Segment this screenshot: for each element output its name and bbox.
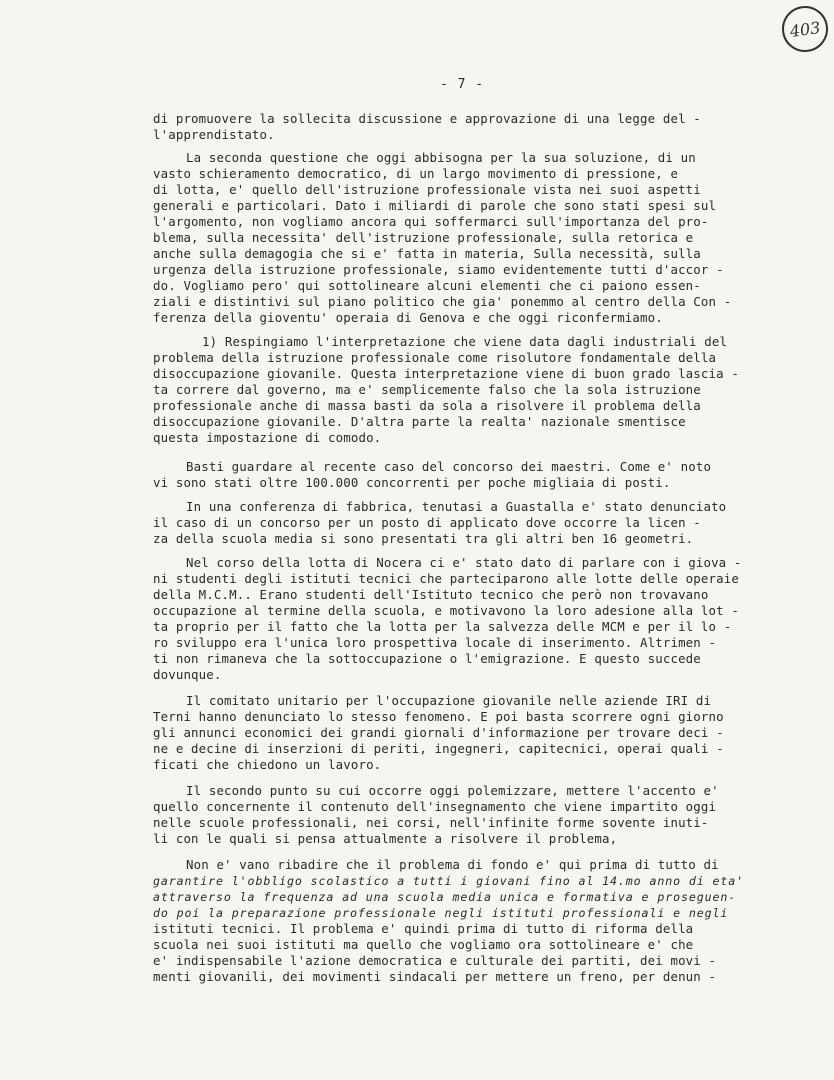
text-line: della M.C.M.. Erano studenti dell'Istituto tecnico che però non trovavano <box>153 587 709 602</box>
text-line: do. Vogliamo pero' qui sottolineare alcuni elementi che ci paiono essen- <box>153 278 701 293</box>
text-line: Basti guardare al recente caso del concorso dei maestri. Come e' noto <box>186 459 712 474</box>
text-line: dovunque. <box>153 667 222 682</box>
text-line: scuola nei suoi istituti ma quello che vogliamo ora sottolineare e' che <box>153 937 694 952</box>
text-line: anche sulla demagogia che si e' fatta in materia, Sulla necessità, sulla <box>153 246 701 261</box>
text-line: ta correre dal governo, ma e' semplicemente falso che la sola istruzione <box>153 382 701 397</box>
text-line: ta proprio per il fatto che la lotta per la salvezza delle MCM e per il lo - <box>153 619 732 634</box>
text-line: gli annunci economici dei grandi giornali d'informazione per trovare deci - <box>153 725 724 740</box>
text-line: ziali e distintivi sul piano politico che gia' ponemmo al centro della Con - <box>153 294 732 309</box>
text-line: ni studenti degli istituti tecnici che parteciparono alle lotte delle operaie <box>153 571 739 586</box>
text-line: Non e' vano ribadire che il problema di fondo e' qui prima di tutto di <box>186 857 719 872</box>
text-line: za della scuola media si sono presentati tra gli altri ben 16 geometri. <box>153 531 694 546</box>
text-line: nelle scuole professionali, nei corsi, nell'infinite forme sovente inuti- <box>153 815 709 830</box>
text-line: ne e decine di inserzioni di periti, ingegneri, capitecnici, operai quali - <box>153 741 724 756</box>
text-line: ti non rimaneva che la sottoccupazione o l'emigrazione. E questo succede <box>153 651 701 666</box>
page-number: - 7 - <box>440 77 485 92</box>
text-line: questa impostazione di comodo. <box>153 430 382 445</box>
text-line: Il secondo punto su cui occorre oggi polemizzare, mettere l'accento e' <box>186 783 719 798</box>
text-line: ficati che chiedono un lavoro. <box>153 757 382 772</box>
text-line: menti giovanili, dei movimenti sindacali per mettere un freno, per denun - <box>153 969 717 984</box>
text-line: ro sviluppo era l'unica loro prospettiva locale di inserimento. Altrimen - <box>153 635 717 650</box>
text-line: l'apprendistato. <box>153 127 275 142</box>
text-line: problema della istruzione professionale come risolutore fondamentale della <box>153 350 717 365</box>
text-line: li con le quali si pensa attualmente a risolvere il problema, <box>153 831 618 846</box>
text-line: occupazione al termine della scuola, e motivavono la loro adesione alla lot - <box>153 603 739 618</box>
text-line: In una conferenza di fabbrica, tenutasi a Guastalla e' stato denunciato <box>186 499 727 514</box>
text-line: disoccupazione giovanile. Questa interpretazione viene di buon grado lascia - <box>153 366 739 381</box>
archive-stamp: 403 <box>779 3 831 55</box>
text-line: Terni hanno denunciato lo stesso fenomeno. E poi basta scorrere ogni giorno <box>153 709 724 724</box>
text-line: il caso di un concorso per un posto di applicato dove occorre la licen - <box>153 515 701 530</box>
text-line-italic: attraverso la frequenza ad una scuola media unica e formativa e proseguen- <box>153 890 737 904</box>
text-line: istituti tecnici. Il problema e' quindi prima di tutto di riforma della <box>153 921 694 936</box>
text-line: blema, sulla necessita' dell'istruzione professionale, sulla retorica e <box>153 230 694 245</box>
text-line: e' indispensabile l'azione democratica e culturale dei partiti, dei movi - <box>153 953 717 968</box>
text-line: di lotta, e' quello dell'istruzione professionale vista nei suoi aspetti <box>153 182 701 197</box>
text-line: Nel corso della lotta di Nocera ci e' stato dato di parlare con i giova - <box>186 555 742 570</box>
text-line: ferenza della gioventu' operaia di Genova e che oggi riconfermiamo. <box>153 310 663 325</box>
text-line: quello concernente il contenuto dell'insegnamento che viene impartito oggi <box>153 799 717 814</box>
text-line: l'argomento, non vogliamo ancora qui soffermarci sull'importanza del pro- <box>153 214 709 229</box>
text-line: La seconda questione che oggi abbisogna per la sua soluzione, di un <box>186 150 696 165</box>
text-line: urgenza della istruzione professionale, siamo evidentemente tutti d'accor - <box>153 262 724 277</box>
text-line: disoccupazione giovanile. D'altra parte la realta' nazionale smentisce <box>153 414 686 429</box>
text-line: vi sono stati oltre 100.000 concorrenti per poche migliaia di posti. <box>153 475 671 490</box>
text-line-italic: garantire l'obbligo scolastico a tutti i giovani fino al 14.mo anno di eta' <box>153 874 745 888</box>
text-line: Il comitato unitario per l'occupazione giovanile nelle aziende IRI di <box>186 693 712 708</box>
text-line: generali e particolari. Dato i miliardi di parole che sono stati spesi sul <box>153 198 717 213</box>
text-line: professionale anche di massa basti da sola a risolvere il problema della <box>153 398 701 413</box>
text-line: di promuovere la sollecita discussione e approvazione di una legge del - <box>153 111 701 126</box>
text-line: 1) Respingiamo l'interpretazione che viene data dagli industriali del <box>202 334 728 349</box>
text-line: vasto schieramento democratico, di un largo movimento di pressione, e <box>153 166 679 181</box>
text-line-italic: do poi la preparazione professionale negli istituti professionali e negli <box>153 906 729 920</box>
